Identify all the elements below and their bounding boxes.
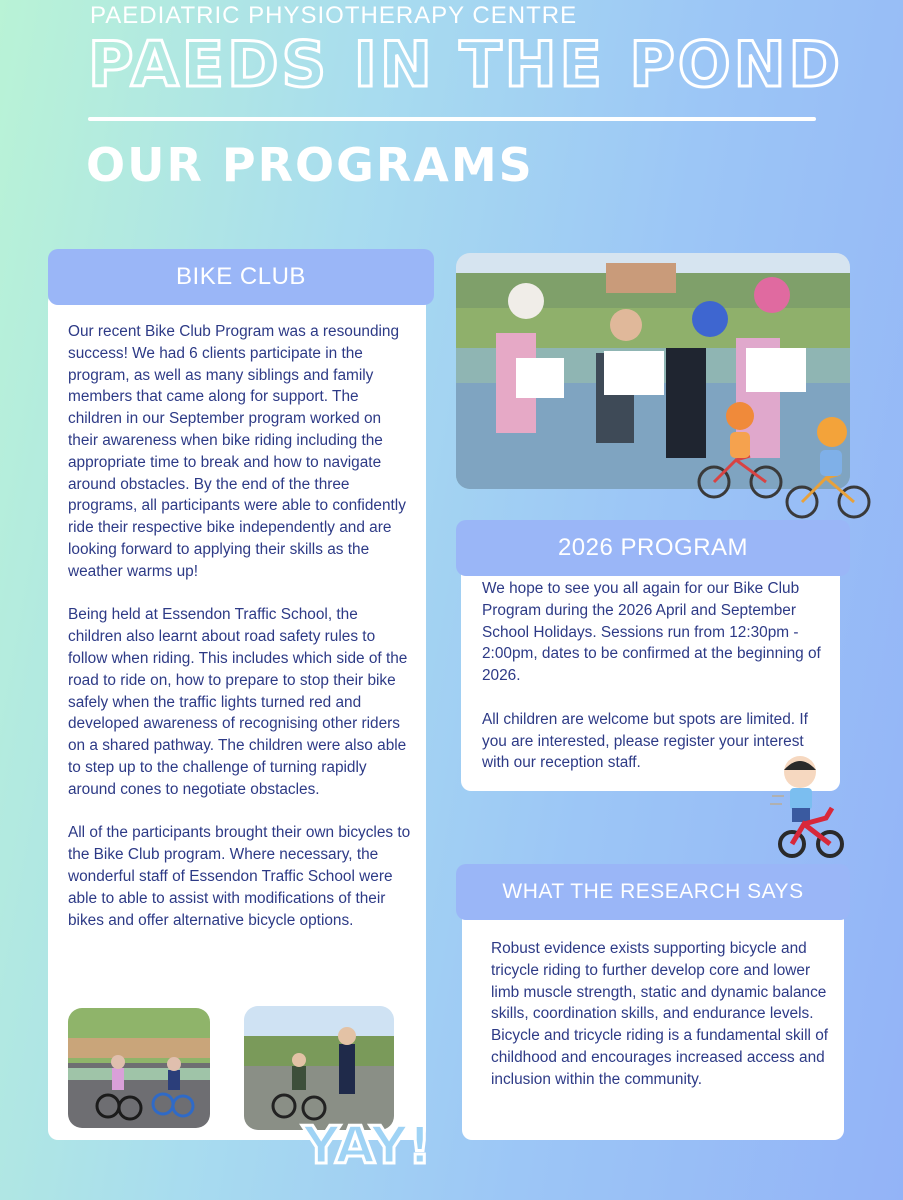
cartoon-kids-bikes-illustration: [696, 398, 872, 520]
program-2026-body: [482, 578, 828, 774]
centre-kicker: PAEDIATRIC PHYSIOTHERAPY CENTRE: [90, 2, 578, 29]
program-2026-paragraph: All children are welcome but spots are limited. If you are interested, please register your interest with our reception staff.: [482, 710, 808, 772]
bike-club-paragraph: Our recent Bike Club Program was a resounding success! We had 6 clients participate in the program, as well as many siblings and family members that came along for support. The children in our September program worked on their awareness when bike riding including the appropriate time to break and how to navigate around obstacles. By the end of the three programs, all participants were able to confidently ride their respective bike independently and are looking forward to applying their skills as the weather warms up!: [68, 323, 406, 580]
program-2026-paragraph: We hope to see you all again for our Bike Club Program during the 2026 April and September School Holidays. Sessions run from 12:30pm - 2:00pm, dates to be confirmed at the beginning of 2026.: [482, 580, 821, 685]
program-2026-heading: 2026 PROGRAM: [456, 520, 850, 576]
yay-sticker: YAY!: [302, 1116, 432, 1176]
research-body: [491, 938, 831, 1091]
page-title: OUR PROGRAMS: [86, 138, 534, 192]
cartoon-boy-bike-illustration: [770, 752, 848, 862]
bike-club-paragraph: All of the participants brought their own bicycles to the Bike Club program. Where necessary, the wonderful staff of Essendon Traffic School were able to able to assist with modifications of their bikes and offer alternative bicycle options.: [68, 824, 411, 929]
brand-title: PAEDS IN THE POND: [88, 28, 843, 101]
bike-club-heading: BIKE CLUB: [48, 249, 434, 305]
bike-club-photo-riders: [68, 1008, 210, 1128]
bike-club-paragraph: Being held at Essendon Traffic School, the children also learnt about road safety rules to follow when riding. This includes which side of the road to ride on, how to prepare to stop their bike safely when the traffic lights turned red and developed awareness of recognising other riders on a shared pathway. The children were also able to step up to the challenge of turning rapidly around cones to negotiate obstacles.: [68, 606, 408, 798]
research-heading: WHAT THE RESEARCH SAYS: [456, 864, 850, 920]
header-divider: [88, 117, 816, 121]
research-paragraph: Robust evidence exists supporting bicycle and tricycle riding to further develop core and lower limb muscle strength, static and dynamic balance skills, coordination skills, and endurance levels. Bicycle and tricycle riding is a fundamental skill of childhood and encourages increased access and inclusion within the community.: [491, 940, 829, 1088]
bike-club-body: [68, 321, 414, 931]
